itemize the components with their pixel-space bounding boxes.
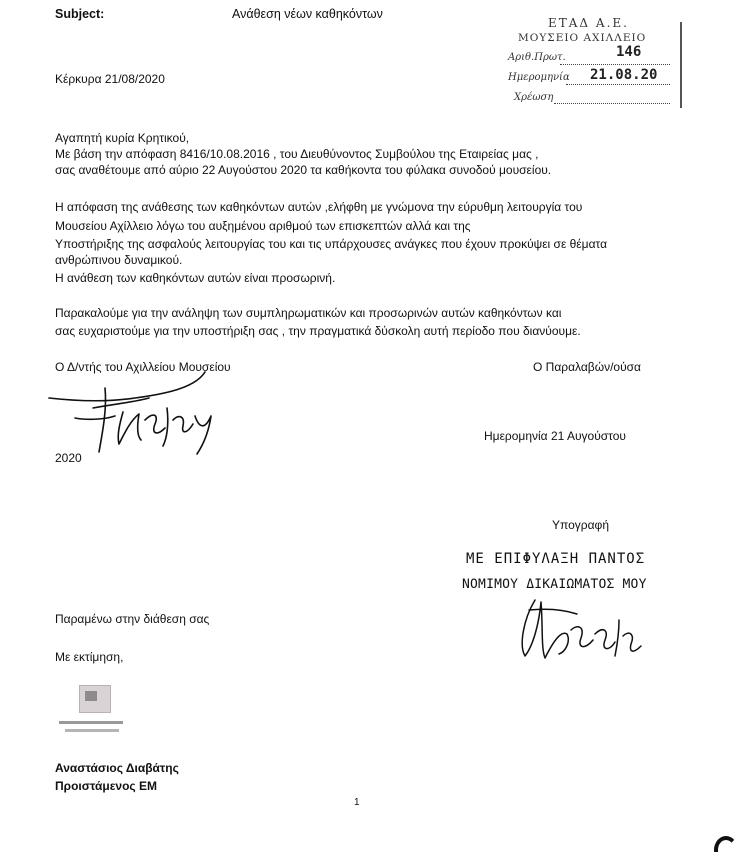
body-line: ανθρώπινου δυναμικού. [55, 253, 183, 267]
stamp-protocol-value: 146 [616, 44, 642, 60]
body-line: σας ευχαριστούμε για την υποστήριξη σας , την πραγματικά δύσκολη αυτή περίοδο που διανύουμε. [55, 324, 581, 338]
body-line: Υποστήριξης της ασφαλούς λειτουργίας του και τις υπάρχουσες ανάγκες που έχουν προκύψει σε θέματα [55, 237, 608, 251]
director-signature [45, 368, 245, 458]
body-line: Η ανάθεση των καθηκόντων αυτών είναι προσωρινή. [55, 271, 336, 285]
stamp-protocol-label: Αριθ.Πρωτ. [508, 52, 566, 63]
place-date: Κέρκυρα 21/08/2020 [55, 72, 165, 86]
stamp-date-label: Ημερομηνία [508, 72, 570, 83]
body-line: Μουσείου Αχίλλειο λόγω του αυξημένου αριθμού των επισκεπτών αλλά και της [55, 219, 471, 233]
signature-label: Υπογραφή [552, 518, 610, 532]
handwritten-reservation-line1: ΜΕ ΕΠΙΦΥΛΑΞΗ ΠΑΝΤΟΣ [466, 551, 646, 567]
subject-label: Subject: [55, 7, 105, 21]
company-seal [55, 685, 127, 741]
body-line: Παρακαλούμε για την ανάληψη των συμπληρωματικών και προσωρινών αυτών καθηκόντων και [55, 306, 562, 320]
recipient-signature [515, 590, 655, 670]
cut-off-top-line [230, 0, 500, 1]
salutation: Αγαπητή κυρία Κρητικού, [55, 131, 190, 145]
body-line: Με βάση την απόφαση 8416/10.08.2016 , του Διευθύνοντος Συμβούλου της Εταιρείας μας , [55, 147, 539, 161]
stamp-museum: ΜΟΥΣΕΙΟ ΑΧΙΛΛΕΙΟ [518, 32, 647, 44]
signatory-title: Προιστάμενος ΕΜ [55, 779, 157, 793]
closing-line1: Παραμένω στην διάθεση σας [55, 612, 210, 626]
registry-stamp [504, 10, 684, 108]
stamp-org: ΕΤΑΔ Α.Ε. [548, 16, 629, 30]
cut-off-corner-mark [710, 832, 742, 852]
page-number: 1 [354, 797, 360, 808]
director-label: Ο Δ/ντής του Αχιλλείου Μουσείου [55, 360, 231, 374]
recipient-label: Ο Παραλαβών/ούσα [533, 360, 641, 374]
handwritten-reservation-line2: ΝΟΜΙΜΟΥ ΔΙΚΑΙΩΜΑΤΟΣ ΜΟΥ [462, 577, 647, 592]
recipient-date-line: Ημερομηνία 21 Αυγούστου [484, 429, 626, 443]
closing-line2: Με εκτίμηση, [55, 650, 124, 664]
body-line: Η απόφαση της ανάθεσης των καθηκόντων αυτών ,ελήφθη με γνώμονα την εύρυθμη λειτουργία του [55, 200, 583, 214]
subject-value: Ανάθεση νέων καθηκόντων [232, 7, 383, 21]
stamp-charge-label: Χρέωση [514, 92, 554, 103]
signature-year: 2020 [55, 451, 82, 465]
stamp-date-value: 21.08.20 [590, 67, 658, 83]
body-line: σας αναθέτουμε από αύριο 22 Αυγούστου 2020 τα καθήκοντα του φύλακα συνοδού μουσείου. [55, 163, 552, 177]
signatory-name: Αναστάσιος Διαβάτης [55, 761, 179, 775]
